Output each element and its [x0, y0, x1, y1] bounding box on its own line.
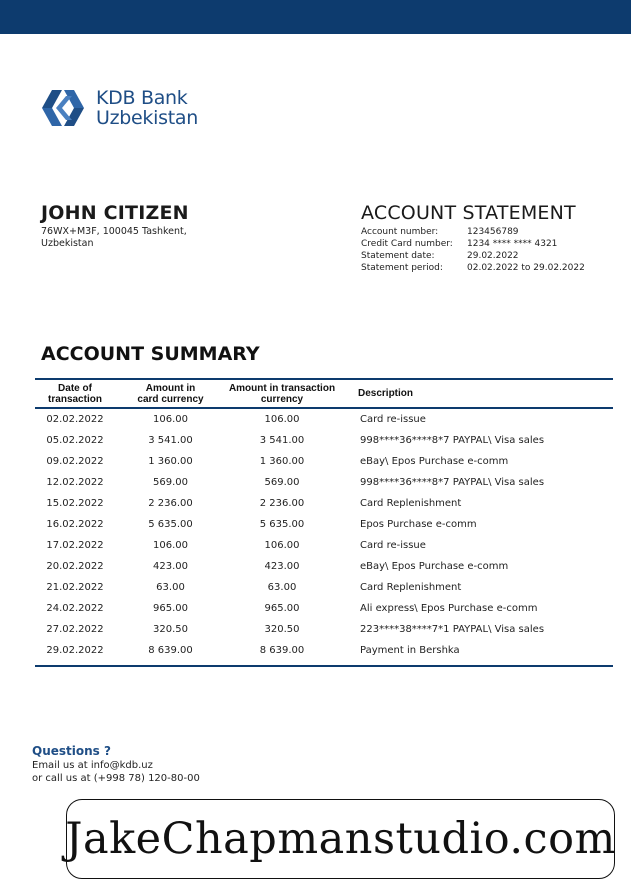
statement-details	[361, 226, 601, 274]
table-bottom-rule	[35, 665, 613, 667]
card-number-label: Credit Card number:	[361, 239, 453, 249]
cell-date: 29.02.2022	[46, 645, 104, 656]
cell-description: eBay\ Epos Purchase e-comm	[360, 561, 509, 572]
header-date	[35, 383, 115, 405]
header-card-line1: Amount in	[145, 382, 196, 394]
cell-date: 20.02.2022	[46, 561, 104, 572]
cell-date: 17.02.2022	[46, 540, 104, 551]
cell-transaction-amount: 569.00	[264, 477, 300, 488]
cell-transaction-amount: 1 360.00	[259, 456, 305, 467]
cell-card-amount: 569.00	[153, 477, 188, 488]
email-line: Email us at info@kdb.uz	[32, 760, 153, 771]
table-row	[35, 472, 613, 493]
bank-logo	[42, 88, 198, 128]
cell-card-amount: 8 639.00	[148, 645, 193, 656]
statement-period-value: 02.02.2022 to 29.02.2022	[467, 263, 585, 273]
cell-date: 02.02.2022	[46, 414, 104, 425]
table-row	[35, 577, 613, 598]
table-body	[35, 409, 613, 661]
table-row	[35, 598, 613, 619]
cell-card-amount: 63.00	[156, 582, 185, 593]
cell-description: Card Replenishment	[360, 582, 462, 593]
table-row	[35, 556, 613, 577]
cell-date: 12.02.2022	[46, 477, 104, 488]
cell-card-amount: 106.00	[153, 540, 188, 551]
bank-name-line2: Uzbekistan	[96, 107, 198, 129]
cell-date: 16.02.2022	[46, 519, 104, 530]
header-card-line2: card currency	[137, 393, 204, 405]
cell-transaction-amount: 965.00	[264, 603, 300, 614]
cell-date: 09.02.2022	[46, 456, 104, 467]
cell-description: Ali express\ Epos Purchase e-comm	[360, 603, 538, 614]
customer-address	[41, 226, 261, 250]
statement-block	[361, 202, 601, 274]
table-row	[35, 493, 613, 514]
cell-transaction-amount: 5 635.00	[259, 519, 305, 530]
header-txn-line2: currency	[260, 393, 304, 405]
cell-transaction-amount: 423.00	[264, 561, 300, 572]
header-date-line1: Date of	[58, 382, 92, 394]
table-header	[35, 380, 613, 407]
customer-name: JOHN CITIZEN	[41, 202, 189, 224]
statement-title: ACCOUNT STATEMENT	[361, 202, 576, 224]
watermark-banner: JakeChapmanstudio.com	[66, 799, 615, 879]
cell-transaction-amount: 320.50	[264, 624, 300, 635]
customer-block	[41, 202, 261, 250]
account-summary-title: ACCOUNT SUMMARY	[41, 343, 260, 365]
cell-description: 998****36****8*7 PAYPAL\ Visa sales	[360, 477, 545, 488]
cell-transaction-amount: 106.00	[264, 540, 300, 551]
table-row	[35, 535, 613, 556]
cell-description: Card re-issue	[360, 414, 426, 425]
header-description: Description	[358, 388, 414, 399]
cell-card-amount: 5 635.00	[148, 519, 193, 530]
cell-transaction-amount: 2 236.00	[259, 498, 305, 509]
cell-transaction-amount: 8 639.00	[259, 645, 305, 656]
top-color-bar	[0, 0, 631, 34]
transactions-table	[35, 378, 613, 667]
table-row	[35, 514, 613, 535]
cell-card-amount: 106.00	[153, 414, 188, 425]
cell-card-amount: 1 360.00	[148, 456, 193, 467]
cell-description: eBay\ Epos Purchase e-comm	[360, 456, 509, 467]
address-line-2: Uzbekistan	[41, 238, 94, 249]
card-number-value: 1234 **** **** 4321	[467, 239, 558, 249]
cell-description: 223****38****7*1 PAYPAL\ Visa sales	[360, 624, 545, 635]
cell-description: Card re-issue	[360, 540, 426, 551]
cell-card-amount: 2 236.00	[148, 498, 193, 509]
cell-date: 05.02.2022	[46, 435, 104, 446]
cell-date: 21.02.2022	[46, 582, 104, 593]
account-number-value: 123456789	[467, 227, 519, 237]
header-date-line2: transaction	[48, 393, 102, 405]
table-row	[35, 619, 613, 640]
statement-date-value: 29.02.2022	[467, 251, 519, 261]
cell-transaction-amount: 106.00	[264, 414, 300, 425]
bank-name-line1: KDB Bank	[96, 87, 188, 109]
contact-block	[32, 744, 200, 785]
header-card-amount	[115, 383, 226, 405]
account-number-label: Account number:	[361, 227, 439, 237]
cell-card-amount: 423.00	[153, 561, 188, 572]
kdb-logo-icon	[42, 88, 88, 128]
cell-description: Card Replenishment	[360, 498, 462, 509]
cell-date: 15.02.2022	[46, 498, 104, 509]
cell-date: 27.02.2022	[46, 624, 104, 635]
statement-period-label: Statement period:	[361, 263, 443, 273]
questions-title: Questions ?	[32, 744, 111, 758]
phone-line: or call us at (+998 78) 120-80-00	[32, 773, 200, 784]
table-row	[35, 451, 613, 472]
cell-transaction-amount: 63.00	[267, 582, 297, 593]
cell-card-amount: 320.50	[153, 624, 188, 635]
cell-card-amount: 3 541.00	[148, 435, 193, 446]
table-row	[35, 430, 613, 451]
table-row	[35, 409, 613, 430]
cell-description: Payment in Bershka	[360, 645, 460, 656]
header-transaction-amount	[226, 383, 338, 405]
cell-card-amount: 965.00	[153, 603, 188, 614]
table-row	[35, 640, 613, 661]
statement-date-label: Statement date:	[361, 251, 435, 261]
cell-transaction-amount: 3 541.00	[259, 435, 305, 446]
cell-description: Epos Purchase e-comm	[360, 519, 477, 530]
cell-description: 998****36****8*7 PAYPAL\ Visa sales	[360, 435, 545, 446]
cell-date: 24.02.2022	[46, 603, 104, 614]
header-txn-line1: Amount in transaction	[228, 382, 336, 394]
address-line-1: 76WX+M3F, 100045 Tashkent,	[41, 226, 187, 237]
